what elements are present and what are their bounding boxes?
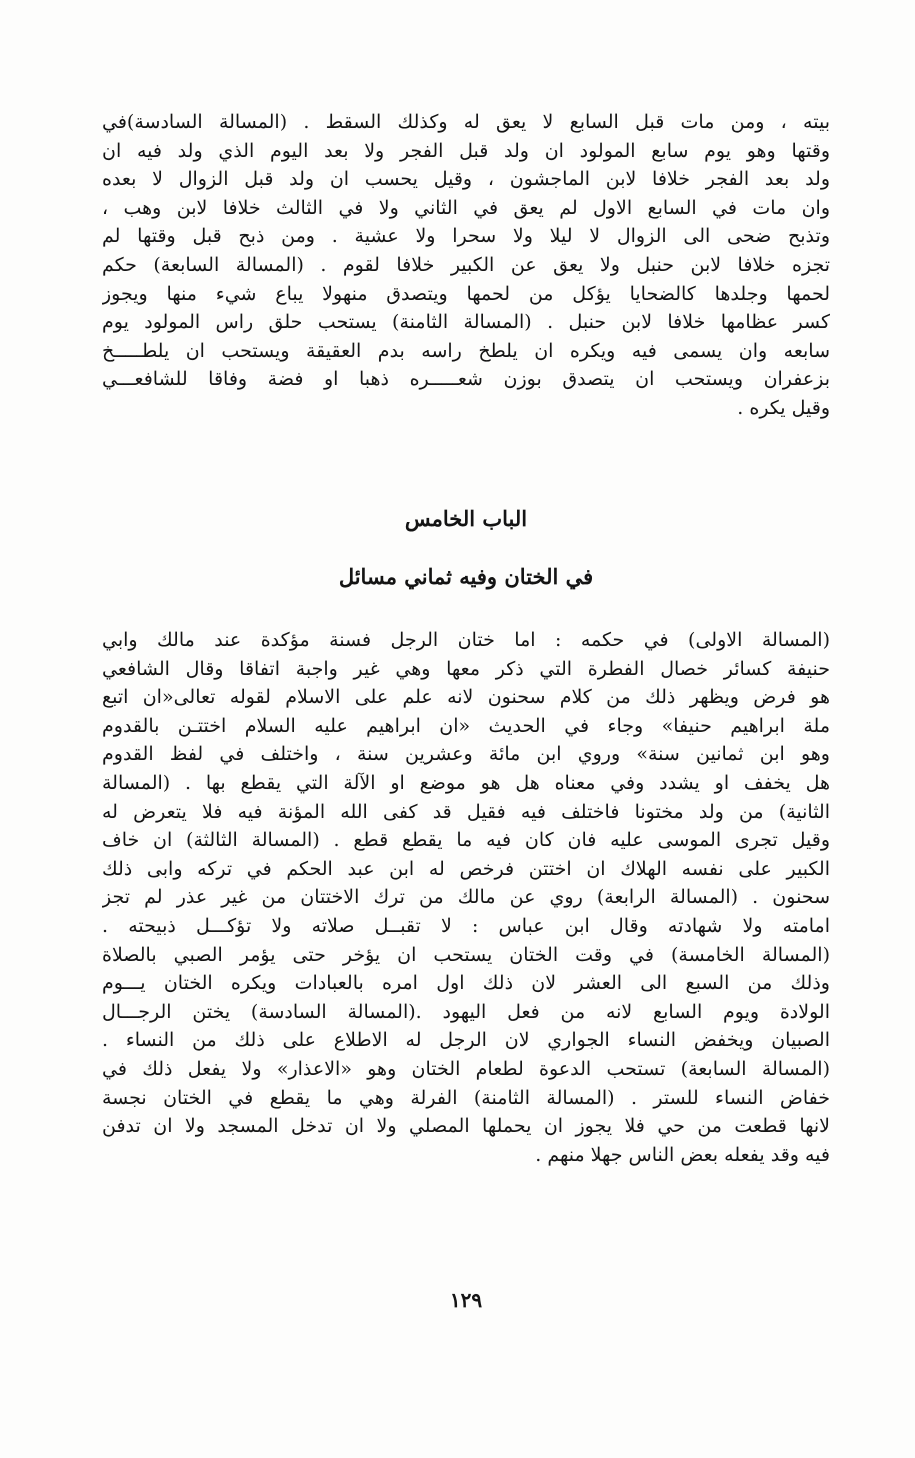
text-line: لانها قطعت من حي فلا يجوز ان يحملها المصلي ولا ان تدخل المسجد ولا ان تدفن — [102, 1115, 830, 1138]
chapter-subtitle: في الختان وفيه ثماني مسائل — [338, 564, 594, 589]
text-line: بيته ، ومن مات قبل السابع لا يعق له وكذلك السقط . (المسالة السادسة)في — [102, 111, 830, 133]
text-line: وقيل تجرى الموسى عليه فان كان فيه ما يقطع قطع . (المسالة الثالثة) ان خاف — [102, 829, 830, 852]
text-line: (المسالة الاولى) في حكمه : اما ختان الرجل فسنة مؤكدة عند مالك وابي — [102, 629, 830, 651]
text-line: تجزه خلافا لابن حنبل ولا يعق عن الكبير خلافا لقوم . (المسالة السابعة) حكم — [102, 253, 830, 276]
text-line: (المسالة الخامسة) في وقت الختان يستحب ان يؤخر حتى يؤمر الصبي بالصلاة — [102, 943, 830, 966]
text-line: امامته ولا شهادته وقال ابن عباس : لا تقبــل صلاته ولا تؤكـــل ذبيحته . — [102, 914, 830, 937]
text-line: لحمها وجلدها كالضحايا يؤكل من لحمها ويتصدق منهولا يباع شيء منها ويجوز — [102, 282, 830, 305]
text-line: حنيفة كسائر خصال الفطرة التي ذكر معها وهي غير واجبة اتفاقا وقال الشافعي — [102, 657, 830, 680]
text-line: بزعفران ويستحب ان يتصدق بوزن شعـــــره ذهبا او فضة وفاقا للشافعـــي — [102, 368, 830, 391]
page-number: ١٢٩ — [449, 1288, 483, 1312]
text-line: سابعه وان يسمى فيه ويكره ان يلطخ راسه بدم العقيقة ويستحب ان يلطـــــخ — [102, 339, 830, 362]
paragraph-aqiqa-continuation — [102, 108, 830, 423]
text-line: وهو ابن ثمانين سنة» وروي ابن مائة وعشرين سنة ، واختلف في لفظ القدوم — [102, 743, 830, 766]
text-line: الصبيان ويخفض النساء الجواري لان الرجل له الاطلاع على ذلك من النساء . — [102, 1029, 830, 1052]
text-line: وذلك من السبع الى العشر لان ذلك اول امره بالعبادات ويكره الختان يـــوم — [102, 972, 830, 995]
text-line: وقتها وهو يوم سابع المولود ان ولد قبل الفجر ولا بعد اليوم الذي ولد فيه ان — [102, 139, 830, 162]
text-line: الكبير على نفسه الهلاك ان اختتن فرخص له ابن عبد الحكم في تركه وابى ذلك — [102, 857, 830, 880]
text-line: وتذبح ضحى الى الزوال لا ليلا ولا سحرا ولا عشية . ومن ذبح قبل وقتها لم — [102, 225, 830, 248]
text-line: وان مات في السابع الاول لم يعق في الثاني ولا في الثالث خلافا لابن وهب ، — [102, 196, 830, 219]
text-line: هل يخفف او يشدد وفي معناه هل هو موضع او الآلة التي يقطع بها . (المسالة — [102, 771, 830, 794]
chapter-title: الباب الخامس — [404, 506, 528, 531]
text-line: وقيل يكره . — [737, 396, 830, 419]
paragraph-circumcision — [102, 626, 830, 1169]
text-line: الثانية) من ولد مختونا فاختلف فيه فقيل قد كفى الله المؤنة فيه فلا يتعرض له — [102, 800, 830, 823]
text-line: (المسالة السابعة) تستحب الدعوة لطعام الختان وهو «الاعذار» ولا يفعل ذلك في — [102, 1057, 830, 1080]
text-line: خفاض النساء للستر . (المسالة الثامنة) الفرلة وهي ما يقطع في الختان نجسة — [102, 1086, 830, 1109]
text-line: ولد بعد الفجر خلافا لابن الماجشون ، وقيل يحسب ان ولد قبل الزوال لا بعده — [102, 168, 830, 191]
text-line: سحنون . (المسالة الرابعة) روي عن مالك من ترك الاختتان من غير عذر لم تجز — [102, 886, 830, 909]
text-line: فيه وقد يفعله بعض الناس جهلا منهم . — [535, 1143, 830, 1166]
text-line: الولادة ويوم السابع لانه من فعل اليهود .(المسالة السادسة) يختن الرجـــال — [102, 1000, 830, 1023]
text-line: كسر عظامها خلافا لابن حنبل . (المسالة الثامنة) يستحب حلق راس المولود يوم — [102, 311, 830, 334]
text-line: هو فرض ويظهر ذلك من كلام سحنون لانه علم على الاسلام لقوله تعالى«ان اتبع — [102, 686, 830, 709]
text-line: ملة ابراهيم حنيفا» وجاء في الحديث «ان ابراهيم عليه السلام اختتـن بالقدوم — [102, 714, 830, 737]
